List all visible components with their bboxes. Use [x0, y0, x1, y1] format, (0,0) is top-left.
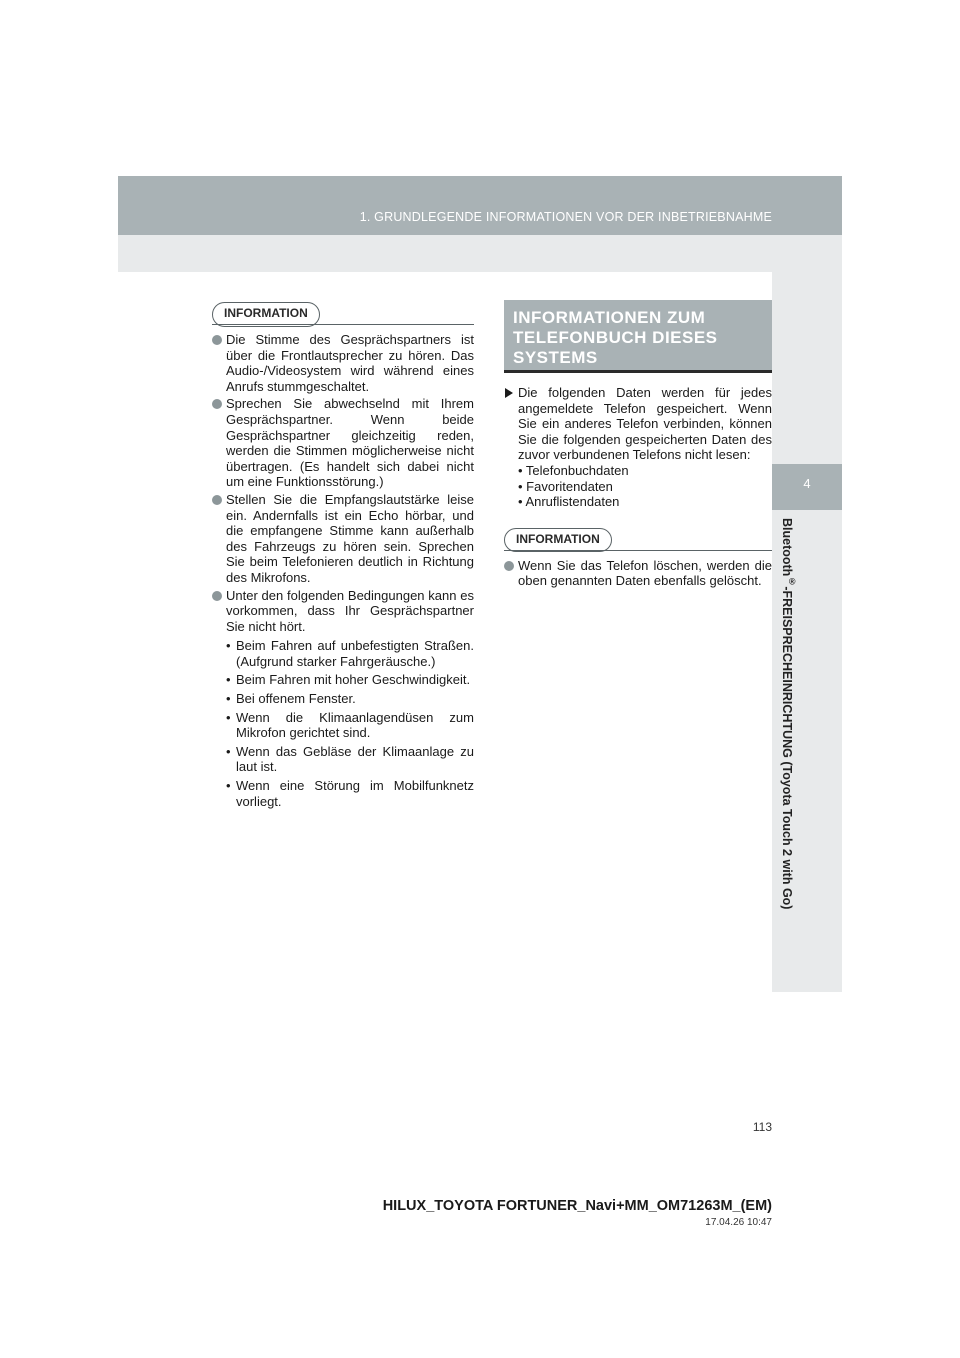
info-label: INFORMATION	[212, 302, 320, 327]
bullet-dot-icon	[212, 591, 222, 601]
chapter-number: 4	[803, 476, 811, 491]
section-heading: INFORMATIONEN ZUM TELEFONBUCH DIESES SYSTEMS	[504, 300, 772, 373]
info-bullet: Unter den folgenden Bedingungen kann es vorkommen, dass Ihr Gesprächspartner Sie nicht hört.	[212, 588, 474, 635]
chapter-title-prefix: Bluetooth	[780, 518, 794, 577]
chapter-title-registered: ®	[787, 576, 798, 587]
data-list-item: • Telefonbuchdaten	[518, 462, 629, 478]
info-bullet: Stellen Sie die Empfangslautstärke leise ein. Andernfalls ist ein Echo hörbar, und die empfangene Stimme kann außerhalb des Fahrzeugs zu hören sein. Sprechen Sie beim Telefonieren deutlich in Richtung des Mikrofons.	[212, 492, 474, 586]
bullet-dot-icon	[212, 399, 222, 409]
data-list-item: • Anruflistendaten	[518, 494, 620, 510]
bullet-dot-icon	[212, 495, 222, 505]
chapter-title-rest: -FREISPRECHEINRICHTUNG (Toyota Touch 2 with Go)	[780, 586, 794, 910]
condition-item: • Beim Fahren mit hoher Geschwindigkeit.	[226, 672, 471, 688]
data-list-item: • Favoritendaten	[518, 478, 613, 494]
info-label: INFORMATION	[504, 528, 612, 553]
chapter-side-title	[780, 518, 820, 948]
bullet-dot-icon	[212, 335, 222, 345]
document-date: 17.04.26 10:47	[705, 1217, 772, 1228]
info-bullet: Sprechen Sie abwechselnd mit Ihrem Gesprächspartner. Wenn beide Gesprächspartner gleichzeitig reden, werden die Stimmen möglicherweise nicht übertragen. (Es handelt sich dabei nicht um eine Funktionsstörung.)	[212, 396, 474, 490]
info-box-right	[504, 528, 772, 550]
condition-item: • Beim Fahren auf unbefestigten Straßen. (Aufgrund starker Fahrgeräusche.)	[226, 638, 474, 669]
bullet-dot-icon	[504, 561, 514, 571]
document-id: HILUX_TOYOTA FORTUNER_Navi+MM_OM71263M_(EM)	[382, 1198, 772, 1214]
condition-item: • Wenn die Klimaanlagendüsen zum Mikrofon gerichtet sind.	[226, 709, 474, 741]
condition-item: • Bei offenem Fenster.	[226, 691, 356, 707]
condition-item: • Wenn eine Störung im Mobilfunknetz vorliegt.	[226, 778, 474, 809]
right-column	[504, 300, 772, 591]
phonebook-item: Die folgenden Daten werden für jedes angemeldete Telefon gespeichert. Wenn Sie ein anderes Telefon verbinden, können Sie die folgenden gespeicherten Daten des zuvor verbundenen Telefons nicht lesen: • Telefonbuchdaten • Favoritendaten • Anruflistendaten	[504, 385, 772, 510]
header-bar	[118, 176, 842, 235]
triangle-bullet-icon	[505, 388, 513, 398]
info-bullet: Wenn Sie das Telefon löschen, werden die oben genannten Daten ebenfalls gelöscht.	[504, 558, 772, 589]
info-bullet: Die Stimme des Gesprächspartners ist über die Frontlautsprecher zu hören. Das Audio-/Videosystem wird während eines Anrufs stummgeschaltet.	[212, 332, 474, 394]
page-number: 113	[752, 1120, 772, 1134]
info-underline	[212, 324, 474, 325]
info-box-left	[212, 302, 474, 324]
chapter-header-title: 1. GRUNDLEGENDE INFORMATIONEN VOR DER INBETRIEBNAHME	[359, 210, 772, 224]
left-column	[212, 302, 474, 812]
condition-item: • Wenn das Gebläse der Klimaanlage zu laut ist.	[226, 743, 474, 775]
info-underline	[504, 550, 772, 551]
